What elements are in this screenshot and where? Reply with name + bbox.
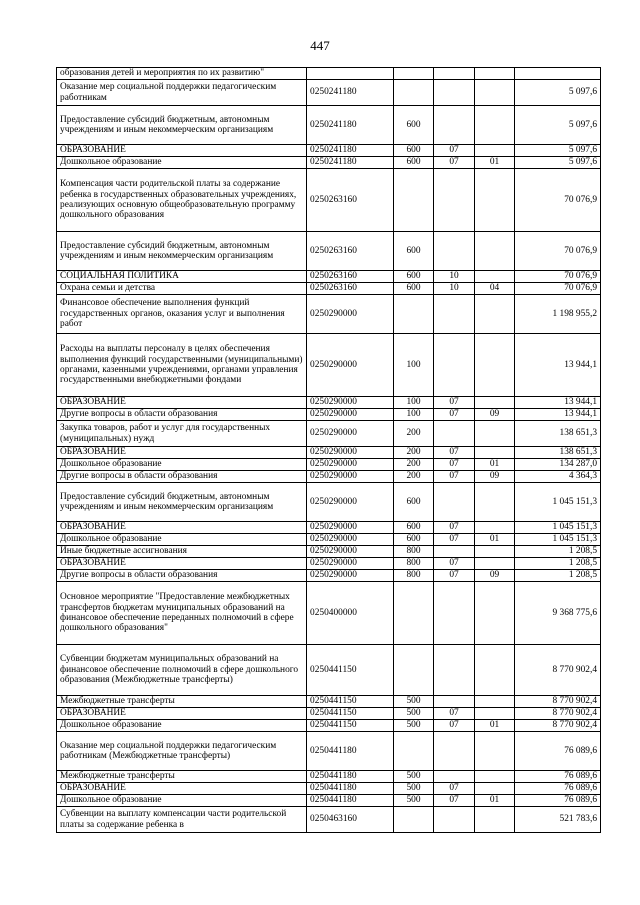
row-sum: 1 208,5 <box>515 570 601 582</box>
row-name: Дошкольное образование <box>57 795 307 807</box>
row-target-code: 0250441180 <box>307 732 394 771</box>
table-row <box>57 232 601 271</box>
row-subsection <box>475 558 515 570</box>
row-name: Предоставление субсидий бюджетным, автономным учреждениям и иным некоммерческим организациям <box>57 106 307 145</box>
row-target-code: 0250241180 <box>307 145 394 157</box>
row-target-code: 0250290000 <box>307 409 394 421</box>
row-target-code: 0250290000 <box>307 421 394 447</box>
row-section <box>434 645 475 696</box>
row-expense-type: 100 <box>394 397 434 409</box>
table-row <box>57 708 601 720</box>
row-section <box>434 696 475 708</box>
row-subsection <box>475 771 515 783</box>
row-target-code: 0250290000 <box>307 295 394 334</box>
row-sum: 76 089,6 <box>515 795 601 807</box>
row-target-code: 0250290000 <box>307 471 394 483</box>
table-row <box>57 459 601 471</box>
row-expense-type: 600 <box>394 483 434 522</box>
row-subsection: 01 <box>475 157 515 169</box>
table-row <box>57 169 601 232</box>
row-sum: 1 208,5 <box>515 558 601 570</box>
row-subsection <box>475 732 515 771</box>
row-subsection <box>475 80 515 106</box>
table-row <box>57 145 601 157</box>
row-subsection <box>475 582 515 645</box>
row-sum: 70 076,9 <box>515 232 601 271</box>
row-name: Охрана семьи и детства <box>57 283 307 295</box>
row-section <box>434 232 475 271</box>
row-expense-type: 600 <box>394 157 434 169</box>
row-name: ОБРАЗОВАНИЕ <box>57 558 307 570</box>
row-target-code: 0250290000 <box>307 522 394 534</box>
row-name: СОЦИАЛЬНАЯ ПОЛИТИКА <box>57 271 307 283</box>
row-name: Дошкольное образование <box>57 157 307 169</box>
table-row <box>57 106 601 145</box>
row-sum: 13 944,1 <box>515 409 601 421</box>
row-expense-type: 600 <box>394 522 434 534</box>
row-sum: 4 364,3 <box>515 471 601 483</box>
row-target-code: 0250441180 <box>307 783 394 795</box>
row-name: Иные бюджетные ассигнования <box>57 546 307 558</box>
row-expense-type: 100 <box>394 334 434 397</box>
row-name: Другие вопросы в области образования <box>57 409 307 421</box>
row-subsection <box>475 232 515 271</box>
row-sum: 1 198 955,2 <box>515 295 601 334</box>
row-name: Межбюджетные трансферты <box>57 771 307 783</box>
row-subsection <box>475 145 515 157</box>
row-expense-type <box>394 80 434 106</box>
row-section <box>434 807 475 833</box>
table-row <box>57 157 601 169</box>
row-expense-type: 500 <box>394 696 434 708</box>
row-subsection <box>475 447 515 459</box>
table-row <box>57 783 601 795</box>
row-subsection <box>475 397 515 409</box>
row-section <box>434 421 475 447</box>
table-row <box>57 570 601 582</box>
table-row <box>57 447 601 459</box>
row-name: Субвенции бюджетам муниципальных образований на финансовое обеспечение полномочий в сфере дошкольного образования (Межбюджетные трансферты) <box>57 645 307 696</box>
row-name: образования детей и мероприятия по их развитию" <box>57 68 307 80</box>
table-row <box>57 582 601 645</box>
row-subsection: 09 <box>475 570 515 582</box>
row-target-code: 0250290000 <box>307 483 394 522</box>
row-name: Дошкольное образование <box>57 459 307 471</box>
table-row <box>57 696 601 708</box>
table-row <box>57 68 601 80</box>
row-subsection <box>475 106 515 145</box>
row-section <box>434 483 475 522</box>
row-expense-type: 200 <box>394 447 434 459</box>
row-subsection: 09 <box>475 471 515 483</box>
row-target-code: 0250290000 <box>307 558 394 570</box>
row-target-code: 0250441180 <box>307 771 394 783</box>
table-row <box>57 732 601 771</box>
row-sum: 5 097,6 <box>515 145 601 157</box>
row-section <box>434 732 475 771</box>
table-row <box>57 334 601 397</box>
row-expense-type: 200 <box>394 459 434 471</box>
table-row <box>57 295 601 334</box>
row-section: 07 <box>434 157 475 169</box>
row-target-code: 0250290000 <box>307 447 394 459</box>
table-row <box>57 409 601 421</box>
row-section: 07 <box>434 471 475 483</box>
row-expense-type: 600 <box>394 271 434 283</box>
table-row <box>57 483 601 522</box>
row-sum: 5 097,6 <box>515 157 601 169</box>
row-sum: 76 089,6 <box>515 732 601 771</box>
row-target-code: 0250290000 <box>307 397 394 409</box>
row-sum: 138 651,3 <box>515 447 601 459</box>
row-sum: 1 045 151,3 <box>515 534 601 546</box>
row-sum: 13 944,1 <box>515 334 601 397</box>
table-row <box>57 421 601 447</box>
row-sum <box>515 68 601 80</box>
table-row <box>57 795 601 807</box>
row-expense-type: 600 <box>394 106 434 145</box>
row-subsection <box>475 68 515 80</box>
row-name: ОБРАЗОВАНИЕ <box>57 145 307 157</box>
row-subsection: 09 <box>475 409 515 421</box>
row-section: 10 <box>434 271 475 283</box>
row-section <box>434 334 475 397</box>
row-target-code: 0250290000 <box>307 334 394 397</box>
row-sum: 13 944,1 <box>515 397 601 409</box>
row-name: Оказание мер социальной поддержки педагогическим работникам <box>57 80 307 106</box>
row-section <box>434 771 475 783</box>
row-subsection <box>475 483 515 522</box>
row-section: 07 <box>434 783 475 795</box>
row-sum: 70 076,9 <box>515 283 601 295</box>
row-target-code: 0250263160 <box>307 232 394 271</box>
table-row <box>57 645 601 696</box>
row-expense-type: 200 <box>394 421 434 447</box>
row-expense-type: 600 <box>394 534 434 546</box>
row-subsection <box>475 807 515 833</box>
row-expense-type: 500 <box>394 795 434 807</box>
table-row <box>57 271 601 283</box>
row-subsection <box>475 271 515 283</box>
row-expense-type: 100 <box>394 409 434 421</box>
row-target-code: 0250290000 <box>307 459 394 471</box>
row-section <box>434 169 475 232</box>
row-expense-type <box>394 807 434 833</box>
row-sum: 76 089,6 <box>515 771 601 783</box>
row-name: ОБРАЗОВАНИЕ <box>57 522 307 534</box>
row-section <box>434 295 475 334</box>
row-expense-type <box>394 582 434 645</box>
row-section <box>434 68 475 80</box>
row-sum: 521 783,6 <box>515 807 601 833</box>
row-section: 07 <box>434 459 475 471</box>
row-section: 07 <box>434 409 475 421</box>
row-target-code: 0250241180 <box>307 106 394 145</box>
table-row <box>57 807 601 833</box>
row-target-code: 0250441150 <box>307 720 394 732</box>
row-subsection <box>475 169 515 232</box>
row-sum: 8 770 902,4 <box>515 645 601 696</box>
row-target-code: 0250241180 <box>307 80 394 106</box>
row-target-code: 0250441150 <box>307 645 394 696</box>
row-subsection: 01 <box>475 459 515 471</box>
row-expense-type <box>394 295 434 334</box>
row-section: 07 <box>434 145 475 157</box>
row-target-code: 0250290000 <box>307 570 394 582</box>
row-section <box>434 106 475 145</box>
row-section: 07 <box>434 447 475 459</box>
row-subsection <box>475 421 515 447</box>
row-section <box>434 80 475 106</box>
row-expense-type <box>394 645 434 696</box>
row-expense-type: 600 <box>394 283 434 295</box>
table-row <box>57 80 601 106</box>
row-name: Оказание мер социальной поддержки педагогическим работникам (Межбюджетные трансферты) <box>57 732 307 771</box>
row-target-code: 0250263160 <box>307 169 394 232</box>
row-section: 10 <box>434 283 475 295</box>
row-sum: 76 089,6 <box>515 783 601 795</box>
row-subsection <box>475 522 515 534</box>
row-expense-type: 600 <box>394 145 434 157</box>
row-target-code: 0250290000 <box>307 534 394 546</box>
row-section: 07 <box>434 708 475 720</box>
row-expense-type <box>394 732 434 771</box>
row-subsection: 01 <box>475 534 515 546</box>
row-expense-type: 800 <box>394 570 434 582</box>
row-sum: 5 097,6 <box>515 80 601 106</box>
row-expense-type: 500 <box>394 771 434 783</box>
row-name: Финансовое обеспечение выполнения функций государственных органов, оказания услуг и выполнения работ <box>57 295 307 334</box>
row-sum: 138 651,3 <box>515 421 601 447</box>
row-sum: 1 045 151,3 <box>515 522 601 534</box>
row-expense-type: 500 <box>394 783 434 795</box>
row-target-code: 0250441150 <box>307 708 394 720</box>
row-expense-type: 200 <box>394 471 434 483</box>
row-sum: 70 076,9 <box>515 169 601 232</box>
row-name: ОБРАЗОВАНИЕ <box>57 447 307 459</box>
row-name: Компенсация части родительской платы за содержание ребенка в государственных образовательных учреждениях, реализующих основную общеобразовательную программу дошкольного образования <box>57 169 307 232</box>
row-name: Закупка товаров, работ и услуг для государственных (муниципальных) нужд <box>57 421 307 447</box>
table-row <box>57 522 601 534</box>
row-target-code: 0250290000 <box>307 546 394 558</box>
row-sum: 1 045 151,3 <box>515 483 601 522</box>
row-section: 07 <box>434 534 475 546</box>
row-expense-type: 800 <box>394 558 434 570</box>
row-name: Дошкольное образование <box>57 720 307 732</box>
row-name: Субвенции на выплату компенсации части родительской платы за содержание ребенка в <box>57 807 307 833</box>
row-name: ОБРАЗОВАНИЕ <box>57 708 307 720</box>
table-row <box>57 558 601 570</box>
table-row <box>57 546 601 558</box>
row-sum: 1 208,5 <box>515 546 601 558</box>
row-name: Другие вопросы в области образования <box>57 570 307 582</box>
row-expense-type: 600 <box>394 232 434 271</box>
row-sum: 8 770 902,4 <box>515 708 601 720</box>
row-sum: 9 368 775,6 <box>515 582 601 645</box>
row-target-code: 0250400000 <box>307 582 394 645</box>
row-name: Дошкольное образование <box>57 534 307 546</box>
table-row <box>57 720 601 732</box>
row-target-code: 0250441180 <box>307 795 394 807</box>
row-sum: 70 076,9 <box>515 271 601 283</box>
table-row <box>57 471 601 483</box>
row-expense-type: 800 <box>394 546 434 558</box>
row-subsection <box>475 783 515 795</box>
row-section: 07 <box>434 795 475 807</box>
row-expense-type <box>394 68 434 80</box>
row-name: Другие вопросы в области образования <box>57 471 307 483</box>
row-section: 07 <box>434 570 475 582</box>
row-name: Расходы на выплаты персоналу в целях обеспечения выполнения функций государственными (муниципальными) органами, казенными учреждениями, органами управления государственными внебюджетными фондами <box>57 334 307 397</box>
row-subsection <box>475 546 515 558</box>
row-section: 07 <box>434 720 475 732</box>
budget-table <box>56 67 601 833</box>
row-sum: 134 287,0 <box>515 459 601 471</box>
row-name: Предоставление субсидий бюджетным, автономным учреждениям и иным некоммерческим организациям <box>57 232 307 271</box>
row-section: 07 <box>434 397 475 409</box>
row-name: Предоставление субсидий бюджетным, автономным учреждениям и иным некоммерческим организациям <box>57 483 307 522</box>
page-number: 447 <box>310 38 330 53</box>
row-subsection: 01 <box>475 795 515 807</box>
table-row <box>57 397 601 409</box>
row-section <box>434 546 475 558</box>
row-section: 07 <box>434 558 475 570</box>
row-subsection <box>475 645 515 696</box>
row-target-code: 0250263160 <box>307 283 394 295</box>
row-target-code <box>307 68 394 80</box>
row-subsection <box>475 334 515 397</box>
row-name: ОБРАЗОВАНИЕ <box>57 397 307 409</box>
table-row <box>57 534 601 546</box>
row-subsection <box>475 696 515 708</box>
row-expense-type <box>394 169 434 232</box>
table-row <box>57 283 601 295</box>
row-target-code: 0250463160 <box>307 807 394 833</box>
row-target-code: 0250441150 <box>307 696 394 708</box>
row-name: Межбюджетные трансферты <box>57 696 307 708</box>
row-name: ОБРАЗОВАНИЕ <box>57 783 307 795</box>
row-expense-type: 500 <box>394 720 434 732</box>
row-sum: 5 097,6 <box>515 106 601 145</box>
row-subsection: 01 <box>475 720 515 732</box>
table-row <box>57 771 601 783</box>
row-section <box>434 582 475 645</box>
row-sum: 8 770 902,4 <box>515 696 601 708</box>
row-target-code: 0250241180 <box>307 157 394 169</box>
row-subsection: 04 <box>475 283 515 295</box>
row-name: Основное мероприятие "Предоставление межбюджетных трансфертов бюджетам муниципальных образований на финансовое обеспечение переданных полномочий в сфере дошкольного образования" <box>57 582 307 645</box>
budget-table-body <box>57 68 601 833</box>
row-expense-type: 500 <box>394 708 434 720</box>
row-subsection <box>475 295 515 334</box>
row-target-code: 0250263160 <box>307 271 394 283</box>
row-sum: 8 770 902,4 <box>515 720 601 732</box>
row-section: 07 <box>434 522 475 534</box>
row-subsection <box>475 708 515 720</box>
